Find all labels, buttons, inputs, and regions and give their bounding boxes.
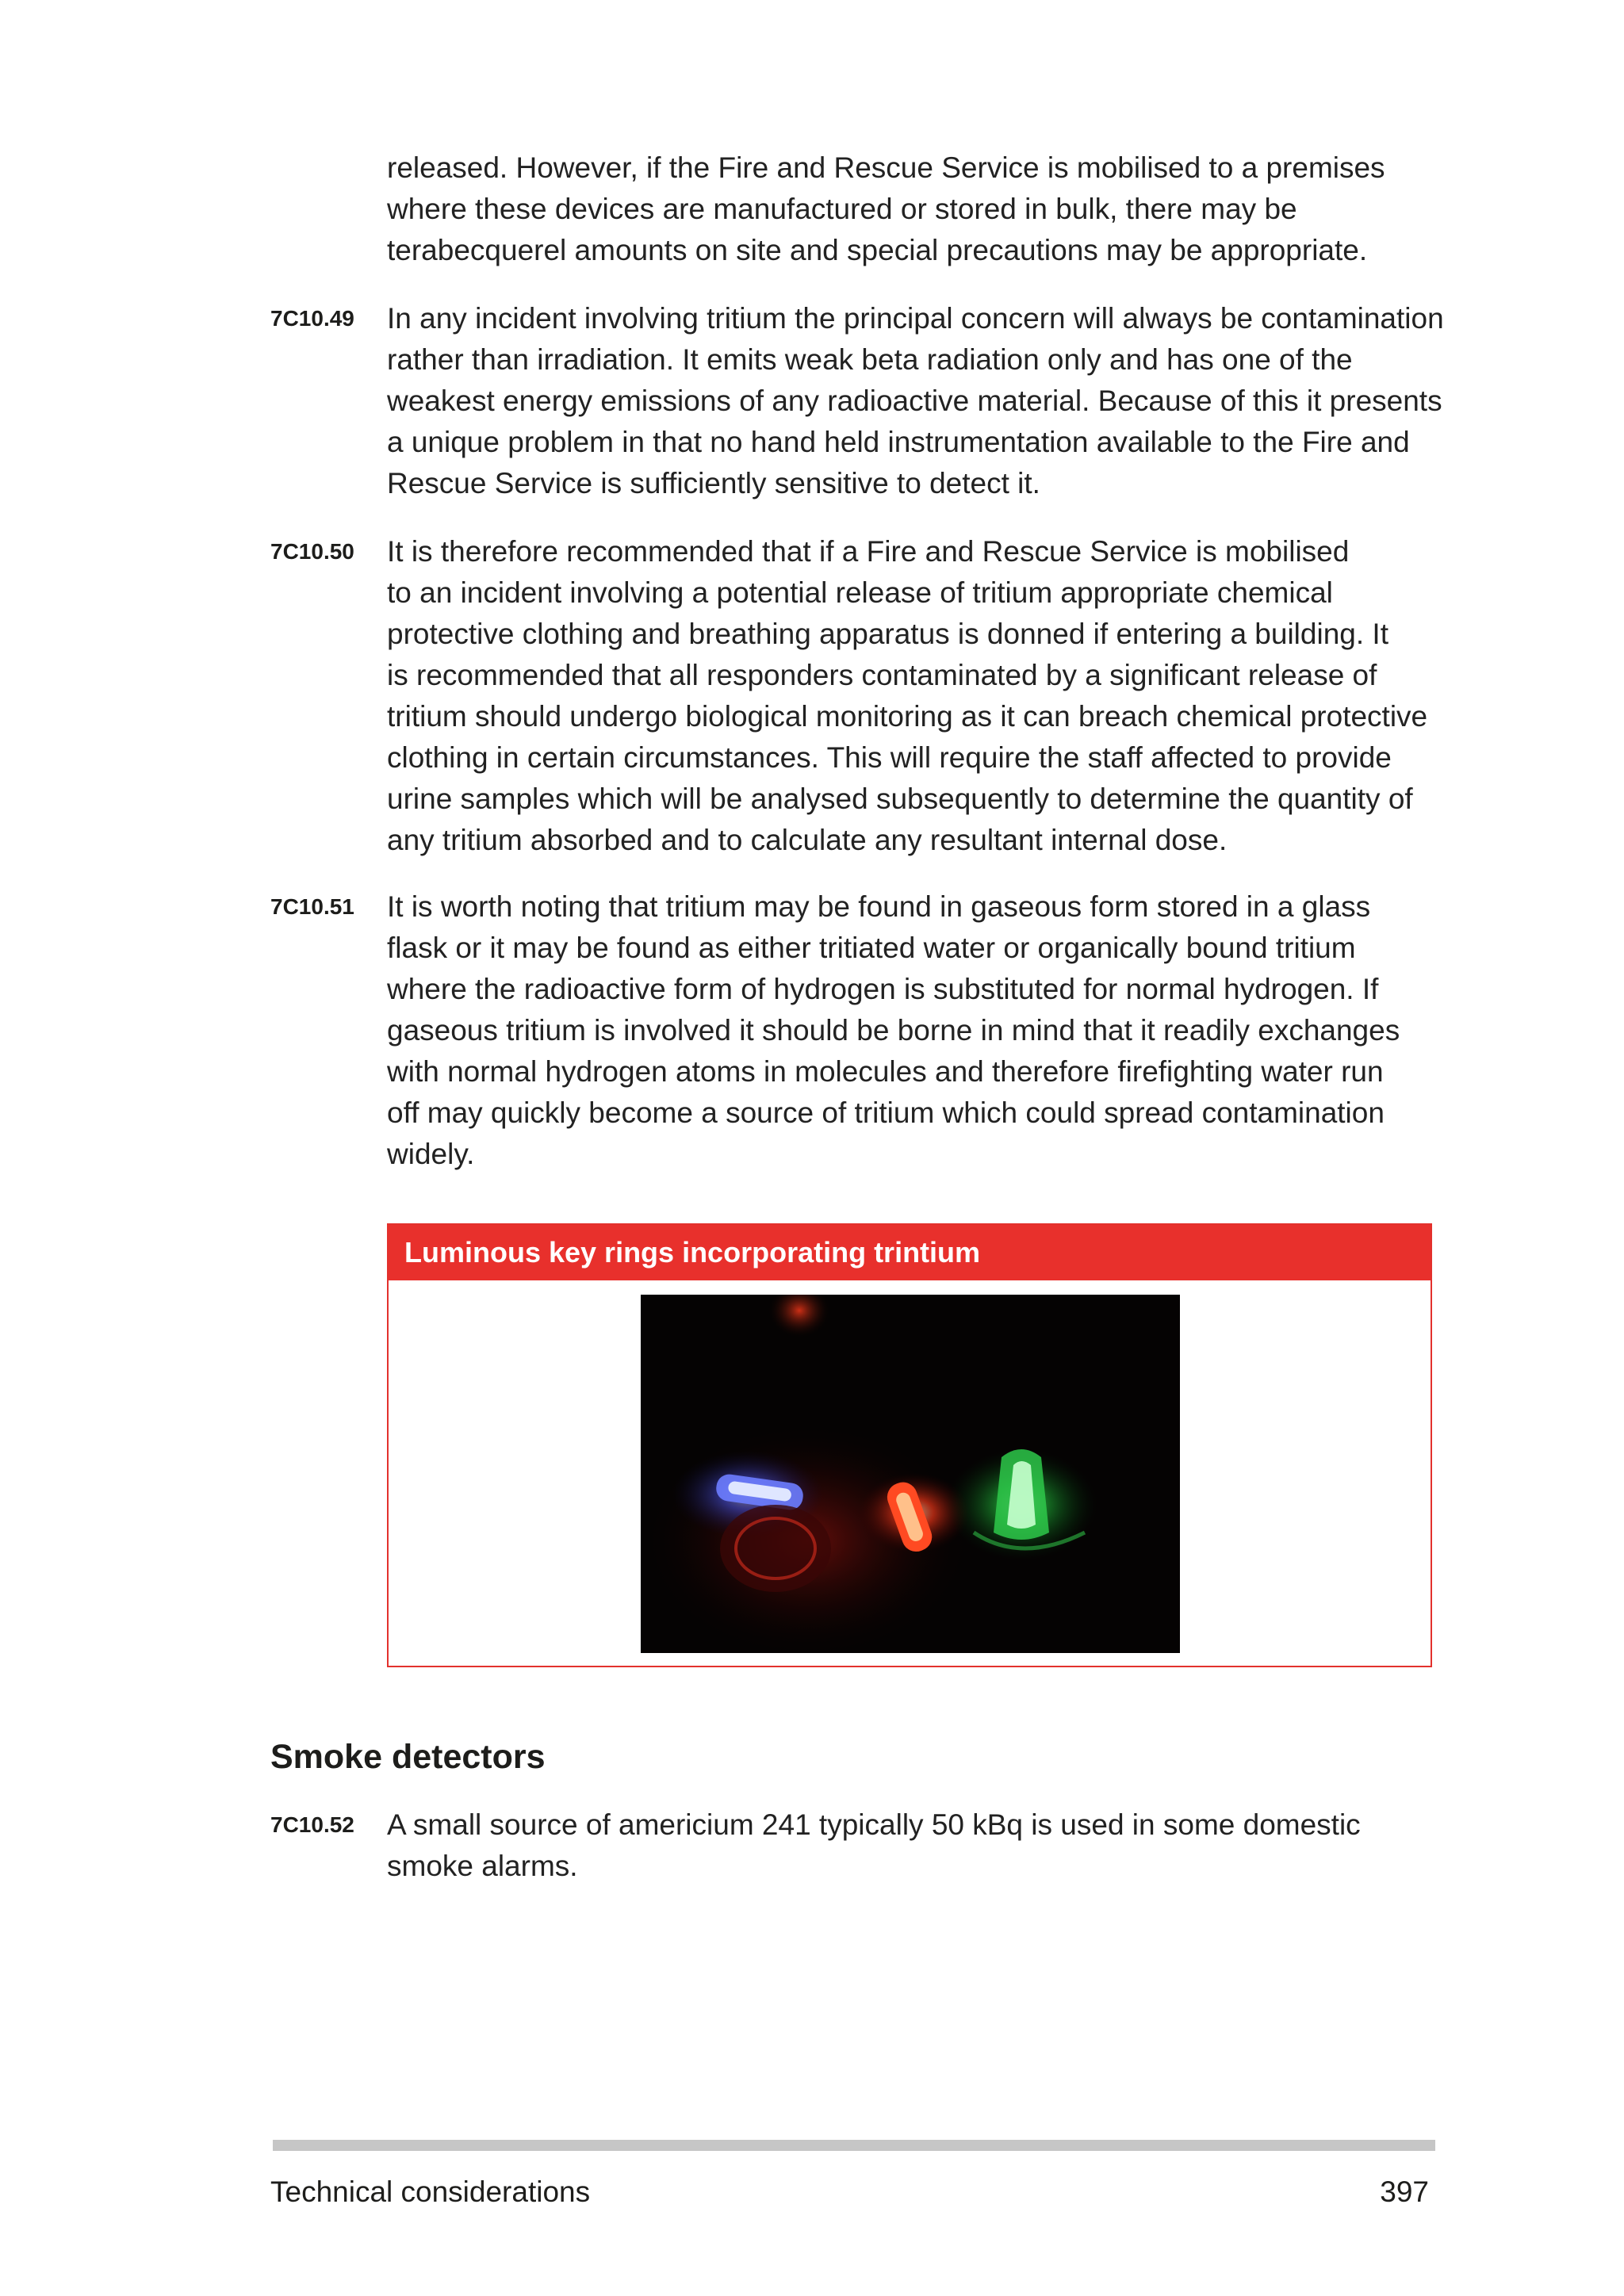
text-line: A small source of americium 241 typically 50 kBq is used in some domestic bbox=[387, 1808, 1361, 1841]
text-line: widely. bbox=[387, 1138, 475, 1170]
text-line: where the radioactive form of hydrogen is substituted for normal hydrogen. If bbox=[387, 973, 1379, 1005]
intro-paragraph bbox=[387, 147, 1434, 271]
figure-title: Luminous key rings incorporating trintium bbox=[389, 1225, 1431, 1280]
figure-box bbox=[387, 1223, 1432, 1667]
paragraph-number: 7C10.52 bbox=[270, 1812, 354, 1837]
text-line: any tritium absorbed and to calculate any resultant internal dose. bbox=[387, 824, 1228, 856]
paragraph-7c10-51 bbox=[387, 886, 1434, 1175]
text-line: where these devices are manufactured or stored in bulk, there may be bbox=[387, 193, 1297, 225]
text-line: is recommended that all responders contaminated by a significant release of bbox=[387, 659, 1377, 691]
text-line: off may quickly become a source of tritium which could spread contamination bbox=[387, 1096, 1385, 1129]
photo-illustration bbox=[641, 1295, 1180, 1653]
paragraph-number: 7C10.49 bbox=[270, 306, 354, 331]
text-line: released. However, if the Fire and Rescue Service is mobilised to a premises bbox=[387, 151, 1385, 184]
text-line: In any incident involving tritium the principal concern will always be contamination bbox=[387, 302, 1444, 335]
footer-rule bbox=[273, 2140, 1435, 2151]
paragraph-7c10-52 bbox=[387, 1804, 1434, 1887]
paragraph-number: 7C10.51 bbox=[270, 894, 354, 919]
paragraph-number: 7C10.50 bbox=[270, 539, 354, 564]
text-line: urine samples which will be analysed subsequently to determine the quantity of bbox=[387, 783, 1413, 815]
section-heading: Smoke detectors bbox=[270, 1738, 546, 1776]
text-line: protective clothing and breathing apparatus is donned if entering a building. It bbox=[387, 618, 1388, 650]
text-line: smoke alarms. bbox=[387, 1850, 578, 1882]
text-line: It is therefore recommended that if a Fire and Rescue Service is mobilised bbox=[387, 535, 1350, 568]
text-line: gaseous tritium is involved it should be borne in mind that it readily exchanges bbox=[387, 1014, 1400, 1047]
text-line: Rescue Service is sufficiently sensitive to detect it. bbox=[387, 467, 1040, 499]
text-line: flask or it may be found as either tritiated water or organically bound tritium bbox=[387, 932, 1356, 964]
text-line: to an incident involving a potential release of tritium appropriate chemical bbox=[387, 576, 1333, 609]
text-line: a unique problem in that no hand held instrumentation available to the Fire and bbox=[387, 426, 1410, 458]
text-line: rather than irradiation. It emits weak beta radiation only and has one of the bbox=[387, 343, 1353, 376]
text-line: weakest energy emissions of any radioactive material. Because of this it presents bbox=[387, 385, 1442, 417]
paragraph-7c10-50 bbox=[387, 531, 1434, 861]
page-number: 397 bbox=[1380, 2175, 1429, 2208]
footer-section-title: Technical considerations bbox=[270, 2175, 591, 2208]
text-line: clothing in certain circumstances. This will require the staff affected to provide bbox=[387, 741, 1392, 774]
text-line: tritium should undergo biological monitoring as it can breach chemical protective bbox=[387, 700, 1428, 733]
text-line: It is worth noting that tritium may be found in gaseous form stored in a glass bbox=[387, 890, 1371, 923]
paragraph-7c10-49 bbox=[387, 298, 1444, 504]
key-rings-photo bbox=[641, 1295, 1180, 1653]
text-line: with normal hydrogen atoms in molecules and therefore firefighting water run bbox=[387, 1055, 1384, 1088]
text-line: terabecquerel amounts on site and special precautions may be appropriate. bbox=[387, 234, 1368, 266]
